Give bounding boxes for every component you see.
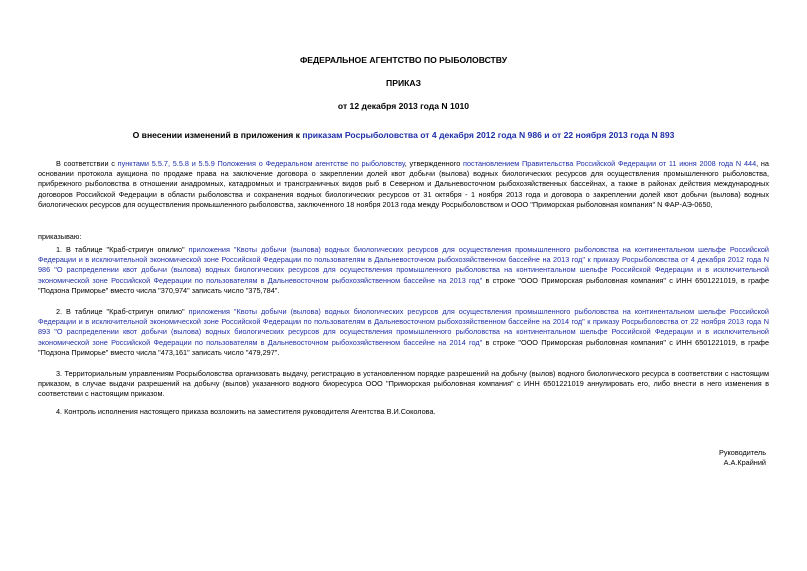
agency-title: ФЕДЕРАЛЬНОЕ АГЕНТСТВО ПО РЫБОЛОВСТВУ: [299, 55, 508, 65]
ordered-label: приказываю:: [38, 232, 82, 241]
item-1-link[interactable]: приложения "Квоты добычи (вылова) водных биологических ресурсов для осуществления промышленного рыболовства на континентальном шельфе Российской Федерации и в исключительной экономической зоне Российской Федерации по пользователям в Дальневосточном рыбохозяйственном бассейне на 2013 год" к приказу Росрыболовства от 4 декабря 2012 года N 986 "О распределении квот добычи (вылова) водных биологических ресурсов для осуществления промышленного рыболовства на континентальном шельфе Российской Федерации и в исключительной экономической зоне Российской Федерации по пользователям в Дальневосточном рыбохозяйственном бассейне на 2013 год": [38, 245, 769, 285]
intro-text-3: , на основании протокола аукциона по продаже права на заключение договора о закреплении долей квот добычи (вылова) водных биологических ресурсов для осуществления промышленного рыболовства, прибрежного рыболовства в отношении анадромных, катадромных и трансграничных видов рыб в Северном и Дальневосточном рыбохозяйственных бассейнах, а также в районах действия международных договоров Российской Федерации в области рыболовства и сохранения водных биологических ресурсов от 31 октября - 1 ноября 2013 года и договора о закреплении долей квот добычи (вылова) водных биологических ресурсов для осуществления промышленного рыболовства, заключенного 18 ноября 2013 года между Росрыболовством и ООО "Приморская рыболовная компания" N ФАР-АЭ-0650,: [38, 159, 769, 209]
item-1-text-1: 1. В таблице "Краб-стригун опилио": [56, 245, 189, 254]
item-2-text-2: в строке "ООО Приморская рыболовная компания" с ИНН 6501221019, в графе "Подзона Приморье" вместо числа "473,161" записать число "479,297".: [38, 337, 769, 357]
signature-name: А.А.Крайний: [723, 458, 766, 468]
doc-type: ПРИКАЗ: [386, 78, 421, 88]
item-4-paragraph: 4. Контроль исполнения настоящего приказа возложить на заместителя руководителя Агентства В.И.Соколова.: [56, 407, 436, 416]
doc-subject: [0, 130, 807, 140]
intro-link-regulation[interactable]: пунктами 5.5.7, 5.5.8 и 5.5.9 Положения о Федеральном агентстве по рыболовству: [117, 159, 405, 168]
subject-link[interactable]: приказам Росрыболовства от 4 декабря 2012 года N 986 и от 22 ноября 2013 года N 893: [302, 130, 675, 140]
item-3-paragraph: 3. Территориальным управлениям Росрыболовства организовать выдачу, регистрацию в установленном порядке разрешений на добычу (вылов) водного биологического ресурса в соответствии с настоящим приказом, в случае выдачи разрешений на добычу (вылов) указанного водного биоресурса ООО "Приморская рыболовная компания" с ИНН 6501221019 аннулировать его, либо внести в него изменения в соответствии с настоящим приказом.: [38, 369, 769, 399]
intro-link-resolution[interactable]: постановлением Правительства Российской Федерации от 11 июня 2008 года N 444: [463, 159, 757, 168]
subject-prefix: О внесении изменений в приложения к: [132, 130, 303, 140]
intro-text-1: В соответствии с: [56, 159, 118, 168]
item-1-paragraph: [38, 245, 769, 296]
item-1-text-2: в строке "ООО Приморская рыболовная компания" с ИНН 6501221019, в графе "Подзона Приморье" вместо числа "370,974" записать число "375,784".: [38, 275, 769, 295]
signature-position: Руководитель: [718, 448, 766, 457]
intro-text-2: , утвержденного: [404, 159, 464, 168]
item-2-link[interactable]: приложения "Квоты добычи (вылова) водных биологических ресурсов для осуществления промышленного рыболовства на континентальном шельфе Российской Федерации и в исключительной экономической зоне Российской Федерации по пользователям в Дальневосточном рыбохозяйственном бассейне на 2014 год" к приказу Росрыболовства от 22 ноября 2013 года N 893 "О распределении квот добычи (вылова) водных биологических ресурсов для осуществления промышленного рыболовства на континентальном шельфе Российской Федерации и в исключительной экономической зоне Российской Федерации по пользователям в Дальневосточном рыбохозяйственном бассейне на 2014 год": [38, 307, 769, 347]
doc-date-number: от 12 декабря 2013 года N 1010: [337, 101, 470, 111]
item-2-paragraph: [38, 307, 769, 358]
item-2-text-1: 2. В таблице "Краб-стригун опилио": [56, 307, 189, 316]
signature-block: [719, 448, 766, 468]
intro-paragraph: [38, 159, 769, 210]
